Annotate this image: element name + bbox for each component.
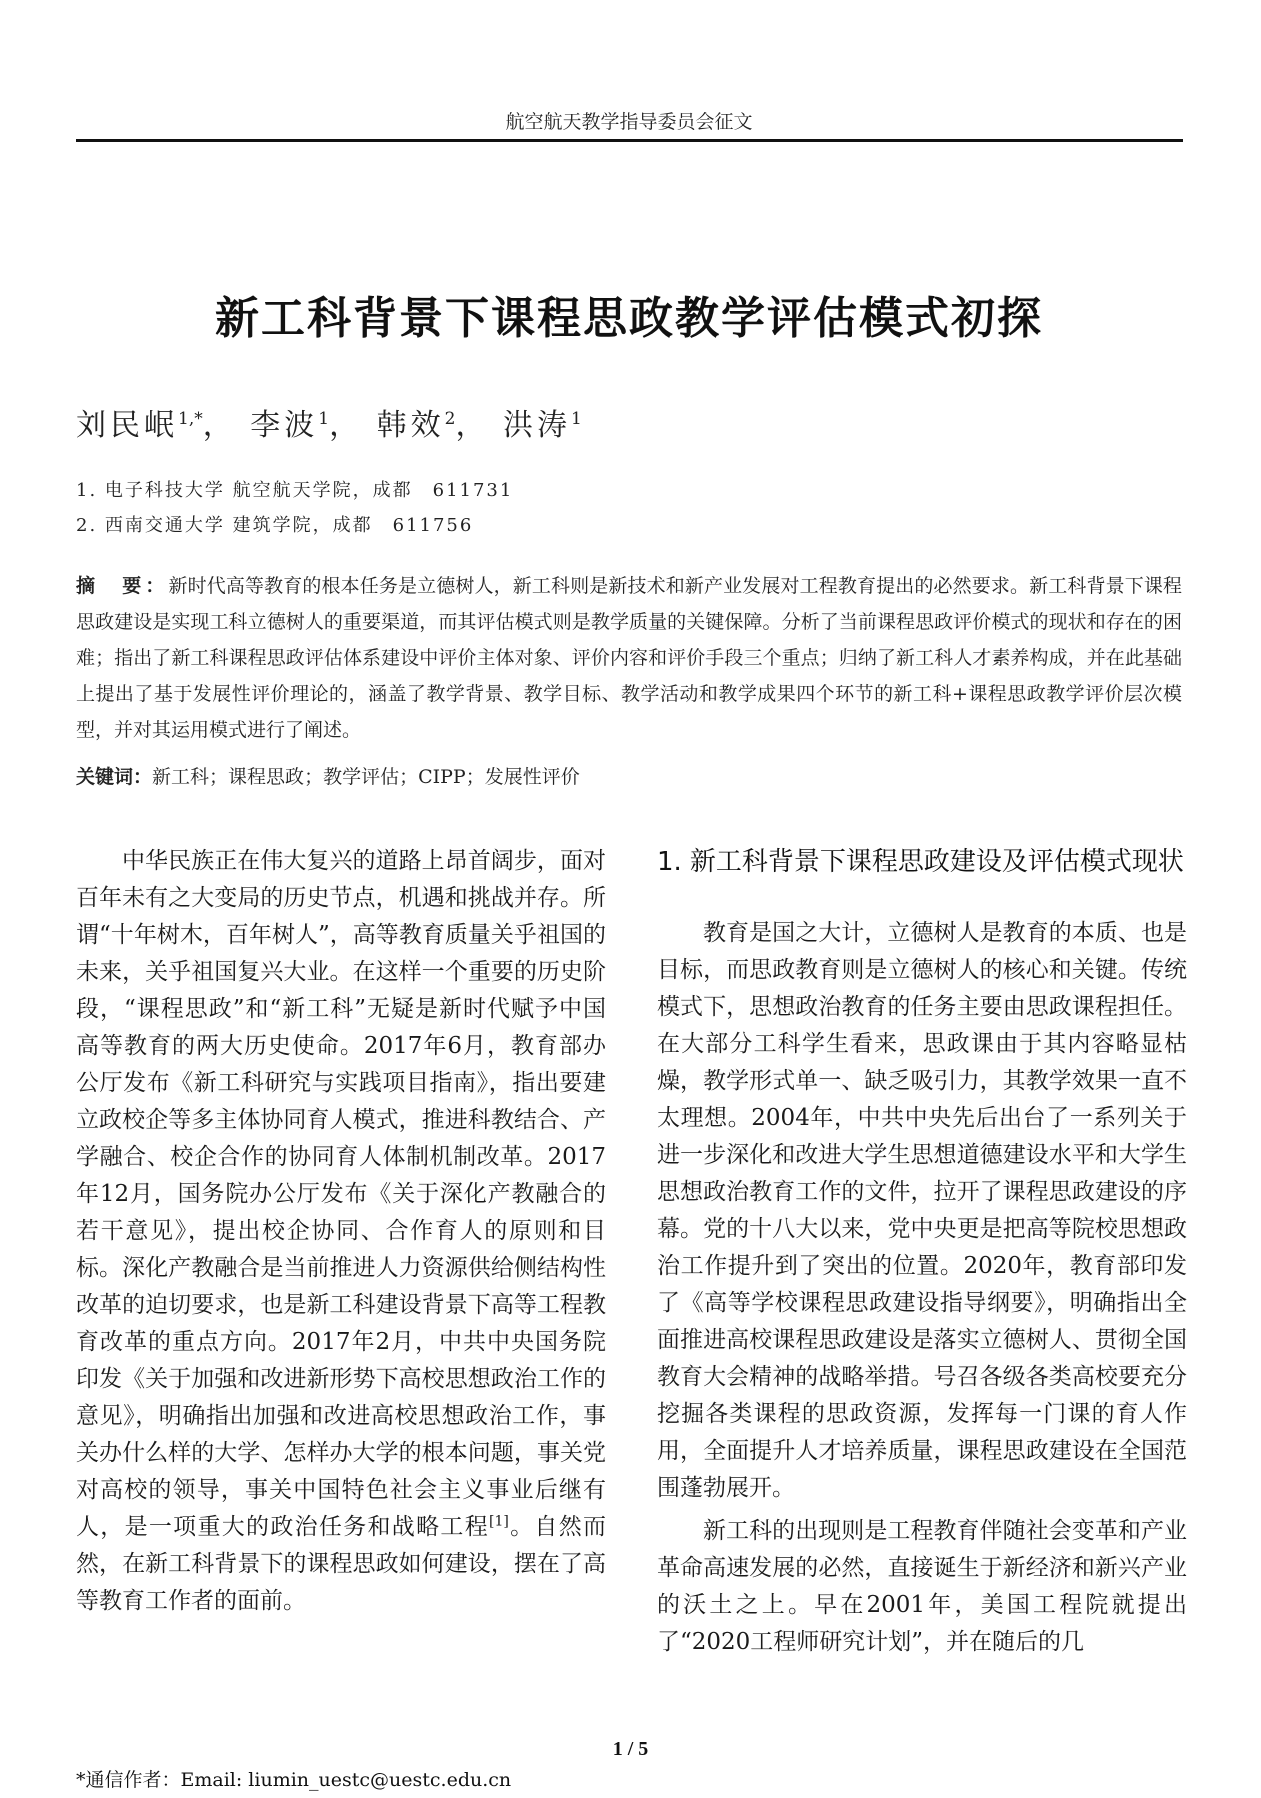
body-paragraph [76, 843, 606, 1620]
paragraph-text: 中华民族正在伟大复兴的道路上昂首阔步，面对百年未有之大变局的历史节点，机遇和挑战并存。所谓“十年树木，百年树人”，高等教育质量关乎祖国的未来，关乎祖国复兴大业。在这样一个重要的历史阶段，“课程思政”和“新工科”无疑是新时代赋予中国高等教育的两大历史使命。2017年6月，教育部办公厅发布《新工科研究与实践项目指南》，指出要建立政校企等多主体协同育人模式，推进科教结合、产学融合、校企合作的协同育人体制机制改革。2017年12月，国务院办公厅发布《关于深化产教融合的若干意见》，提出校企协同、合作育人的原则和目标。深化产教融合是当前推进人力资源供给侧结构性改革的迫切要求，也是新工科建设背景下高等工程教育改革的重点方向。2017年2月，中共中央国务院印发《关于加强和改进新形势下高校思想政治工作的意见》，明确指出加强和改进高校思想政治工作，事关办什么样的大学、怎样办大学的根本问题，事关党对高校的领导，事关中国特色社会主义事业后继有人，是一项重大的政治任务和战略工程 [76, 848, 606, 1540]
abstract [76, 568, 1182, 748]
author-affiliation-mark: 1,* [178, 409, 203, 429]
author-separator: ， [202, 408, 237, 443]
keyword: 教学评估 [323, 766, 400, 788]
corresponding-author-footnote: *通信作者：Email: liumin_uestc@uestc.edu.cn [76, 1769, 512, 1791]
author-affiliation-mark: 1 [318, 409, 330, 429]
author-name: 韩效 [376, 408, 445, 443]
body-paragraph: 教育是国之大计，立德树人是教育的本质、也是目标，而思政教育则是立德树人的核心和关键。传统模式下，思想政治教育的任务主要由思政课程担任。在大部分工科学生看来，思政课由于其内容略显枯燥，教学形式单一、缺乏吸引力，其教学效果一直不太理想。2004年，中共中央先后出台了一系列关于进一步深化和改进大学生思想道德建设水平和大学生思想政治教育工作的文件，拉开了课程思政建设的序幕。党的十八大以来，党中央更是把高等院校思想政治工作提升到了突出的位置。2020年，教育部印发了《高等学校课程思政建设指导纲要》，明确指出全面推进高校课程思政建设是落实立德树人、贯彻全国教育大会精神的战略举措。号召各级各类高校要充分挖掘各类课程的思政资源，发挥每一门课的育人作用，全面提升人才培养质量，课程思政建设在全国范围蓬勃展开。 [657, 920, 1187, 1501]
body-paragraph: 新工科的出现则是工程教育伴随社会变革和产业革命高速发展的必然，直接诞生于新经济和新兴产业的沃土之上。早在2001年，美国工程院就提出了“2020工程师研究计划”，并在随后的几 [657, 1518, 1187, 1655]
keyword-separator: ； [465, 766, 485, 788]
author-name: 李波 [250, 408, 319, 443]
paragraph-text: 。自然而然，在新工科背景下的课程思政如何建设，摆在了高等教育工作者的面前。 [76, 1514, 607, 1614]
running-header: 航空航天教学指导委员会征文 [505, 111, 753, 133]
affiliation-2: 2. 西南交通大学 建筑学院，成都 611756 [76, 515, 474, 536]
author-separator: ， [455, 408, 490, 443]
page-number: 1 / 5 [612, 1738, 649, 1760]
keyword-separator: ； [304, 766, 324, 788]
citation-marker: [1] [488, 1513, 509, 1530]
keyword: 发展性评价 [484, 766, 580, 788]
section-title: 新工科背景下课程思政建设及评估模式现状 [689, 847, 1184, 877]
author-name: 洪涛 [503, 408, 572, 443]
abstract-text: 新时代高等教育的根本任务是立德树人，新工科则是新技术和新产业发展对工程教育提出的必然要求。新工科背景下课程思政建设是实现工科立德树人的重要渠道，而其评估模式则是教学质量的关键保障。分析了当前课程思政评价模式的现状和存在的困难；指出了新工科课程思政评估体系建设中评价主体对象、评价内容和评价手段三个重点；归纳了新工科人才素养构成，并在此基础上提出了基于发展性评价理论的，涵盖了教学背景、教学目标、教学活动和教学成果四个环节的新工科+课程思政教学评价层次模型，并对其运用模式进行了阐述。 [76, 575, 1182, 741]
header-rule [76, 139, 1183, 142]
right-column [657, 843, 1187, 1661]
section-number: 1. [657, 847, 682, 877]
author-separator: ， [329, 408, 364, 443]
keywords-label: 关键词： [76, 766, 153, 788]
section-heading [657, 843, 1187, 881]
affiliation-1: 1. 电子科技大学 航空航天学院，成都 611731 [76, 480, 514, 501]
keyword: 课程思政 [228, 766, 305, 788]
author-name: 刘民岷 [76, 408, 178, 443]
abstract-label: 摘 要： [76, 575, 169, 597]
author-list [76, 400, 582, 444]
author-affiliation-mark: 1 [571, 409, 582, 429]
keyword: CIPP [418, 766, 466, 788]
paper-title: 新工科背景下课程思政教学评估模式初探 [215, 293, 1043, 344]
left-column [76, 843, 606, 1620]
keyword-separator: ； [209, 766, 229, 788]
author-affiliation-mark: 2 [444, 409, 456, 429]
keywords [76, 762, 580, 789]
keyword-separator: ； [399, 766, 419, 788]
keyword: 新工科 [152, 766, 210, 788]
